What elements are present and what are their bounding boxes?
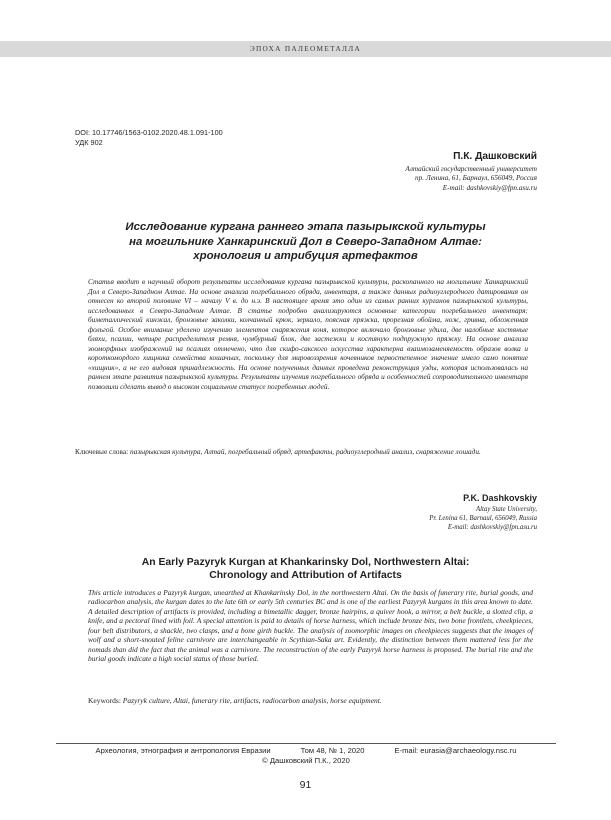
author-name-en: P.K. Dashkovskiy <box>463 493 537 503</box>
author-name-ru: П.К. Дашковский <box>453 151 537 162</box>
keywords-ru <box>75 447 530 457</box>
author-block-en <box>237 493 537 532</box>
journal-volume: Том 48, № 1, 2020 <box>300 746 365 755</box>
keywords-label: Keywords: <box>88 696 121 705</box>
author-block-ru <box>237 151 537 193</box>
page-footer <box>56 746 556 765</box>
author-affiliation-ru <box>237 165 537 193</box>
abstract-ru: Статья вводит в научный оборот результаты исследования кургана пазырыкской культуры, раскопанного на могильнике Ханкаринский Дол в Северо-Западном Алтае. На основе анализа погребального обряда, инвентаря, а также данных радиоуглеродного датирования он отнесен ко второй половине VI – началу V в. до н.э. В настоящее время это один из самых ранних курганов пазырыкской культуры, исследованных в Северо-Западном Алтае. В статье подробно анализируются основные категории погребального инвентаря: биметаллический кинжал, бронзовые заколки, колчанный крюк, зеркало, поясная пряжка, прорезная обойма, нож, гривна, обложенная фольгой. Особое внимание уделено изучению элементов снаряжения коня, которое включало бронзовые удила, две налобные костяные бляхи, псалии, четыре распределителя ремня, чумбурный блок, две застежки и костяную подпружную пряжку. На основе анализа зооморфных изображений на псалиях отмечено, что для скифо-сакского искусства характерна взаимозаменяемость образов волка и короткомордого хищника семейства кошачьих, поскольку для мировоззрения кочевников первостепенное значение имело само понятие «хищник», а не его видовая принадлежность. На основе полученных данных проведена реконструкция узды, которая использовалась на раннем этапе развития пазырыкской культуры. Результаты изучения погребального обряда и особенностей сопроводительного инвентаря позволили сделать вывод о высоком социальном статусе погребенных людей. <box>88 277 528 391</box>
journal-name: Археология, этнография и антропология Евразии <box>95 746 271 755</box>
title-line: хронология и атрибуция артефактов <box>193 250 418 262</box>
section-title: ЭПОХА ПАЛЕОМЕТАЛЛА <box>249 44 362 53</box>
title-line: на могильнике Ханкаринский Дол в Северо-Западном Алтае: <box>129 235 482 248</box>
article-meta <box>75 128 223 147</box>
affiliation-line: E-mail: dashkovskiy@fpn.asu.ru <box>447 524 537 531</box>
page-number: 91 <box>299 779 312 791</box>
udk: УДК 902 <box>75 137 103 147</box>
article-title-ru <box>82 220 529 264</box>
copyright: © Дашковский П.К., 2020 <box>262 755 350 765</box>
keywords-en <box>88 696 533 706</box>
keywords-text: пазырыкская культура, Алтай, погребальный обряд, артефакты, радиоуглеродный анализ, снаряжение лошади. <box>129 447 481 456</box>
affiliation-line: Алтайский государственный университет <box>405 165 537 173</box>
section-header-band <box>0 41 611 57</box>
affiliation-line: Pr. Lenina 61, Barnaul, 656049, Russia <box>429 515 537 522</box>
affiliation-line: пр. Ленина, 61, Барнаул, 656049, Россия <box>415 174 537 183</box>
affiliation-line: E-mail: dashkovskiy@fpn.asu.ru <box>442 183 537 192</box>
author-affiliation-en <box>237 505 537 532</box>
title-line: Исследование кургана раннего этапа пазырыкской культуры <box>125 221 486 233</box>
title-line: An Early Pazyryk Kurgan at Khankarinsky Dol, Northwestern Altai: <box>141 557 470 568</box>
abstract-en: This article introduces a Pazyryk kurgan, unearthed at Khankarinsky Dol, in the northwestern Altai. On the basis of funerary rite, burial goods, and radiocarbon analysis, the kurgan dates to the late 6th or early 5th centuries BC and is one of the earliest Pazyryk kurgans in this area known to date. A detailed description of artifacts is provided, including a bimetallic dagger, bronze hairpins, a quiver hook, a mirror, a belt buckle, a slotted clip, a knife, and a pectoral lined with foil. A special attention is paid to details of horse harness, which include bronze bits, two bone frontlets, cheekpieces, four belt distributors, a shackle, two clasps, and a bone girth buckle. The analysis of zoomorphic images on cheekpieces suggests that the images of wolf and a short-snouted feline carnivore are interchangeable in Scythian-Saka art. Evidently, the distinction between them mattered less for the nomads than did the fact that the animal was a carnivore. The reconstruction of the early Pazyryk horse harness is proposed. The burial rite and the burial goods indicate a high social status of those buried. <box>88 588 533 664</box>
doi: DOI: 10.17746/1563-0102.2020.48.1.091-100 <box>75 128 223 137</box>
affiliation-line: Altay State University, <box>476 506 537 513</box>
keywords-text: Pazyryk culture, Altai, funerary rite, artifacts, radiocarbon analysis, horse equipment. <box>122 696 382 705</box>
article-title-en <box>82 556 529 582</box>
journal-email: E-mail: eurasia@archaeology.nsc.ru <box>394 746 517 755</box>
footer-divider <box>56 743 556 744</box>
title-line: Chronology and Attribution of Artifacts <box>209 570 402 581</box>
keywords-label: Ключевые слова: <box>75 447 129 456</box>
